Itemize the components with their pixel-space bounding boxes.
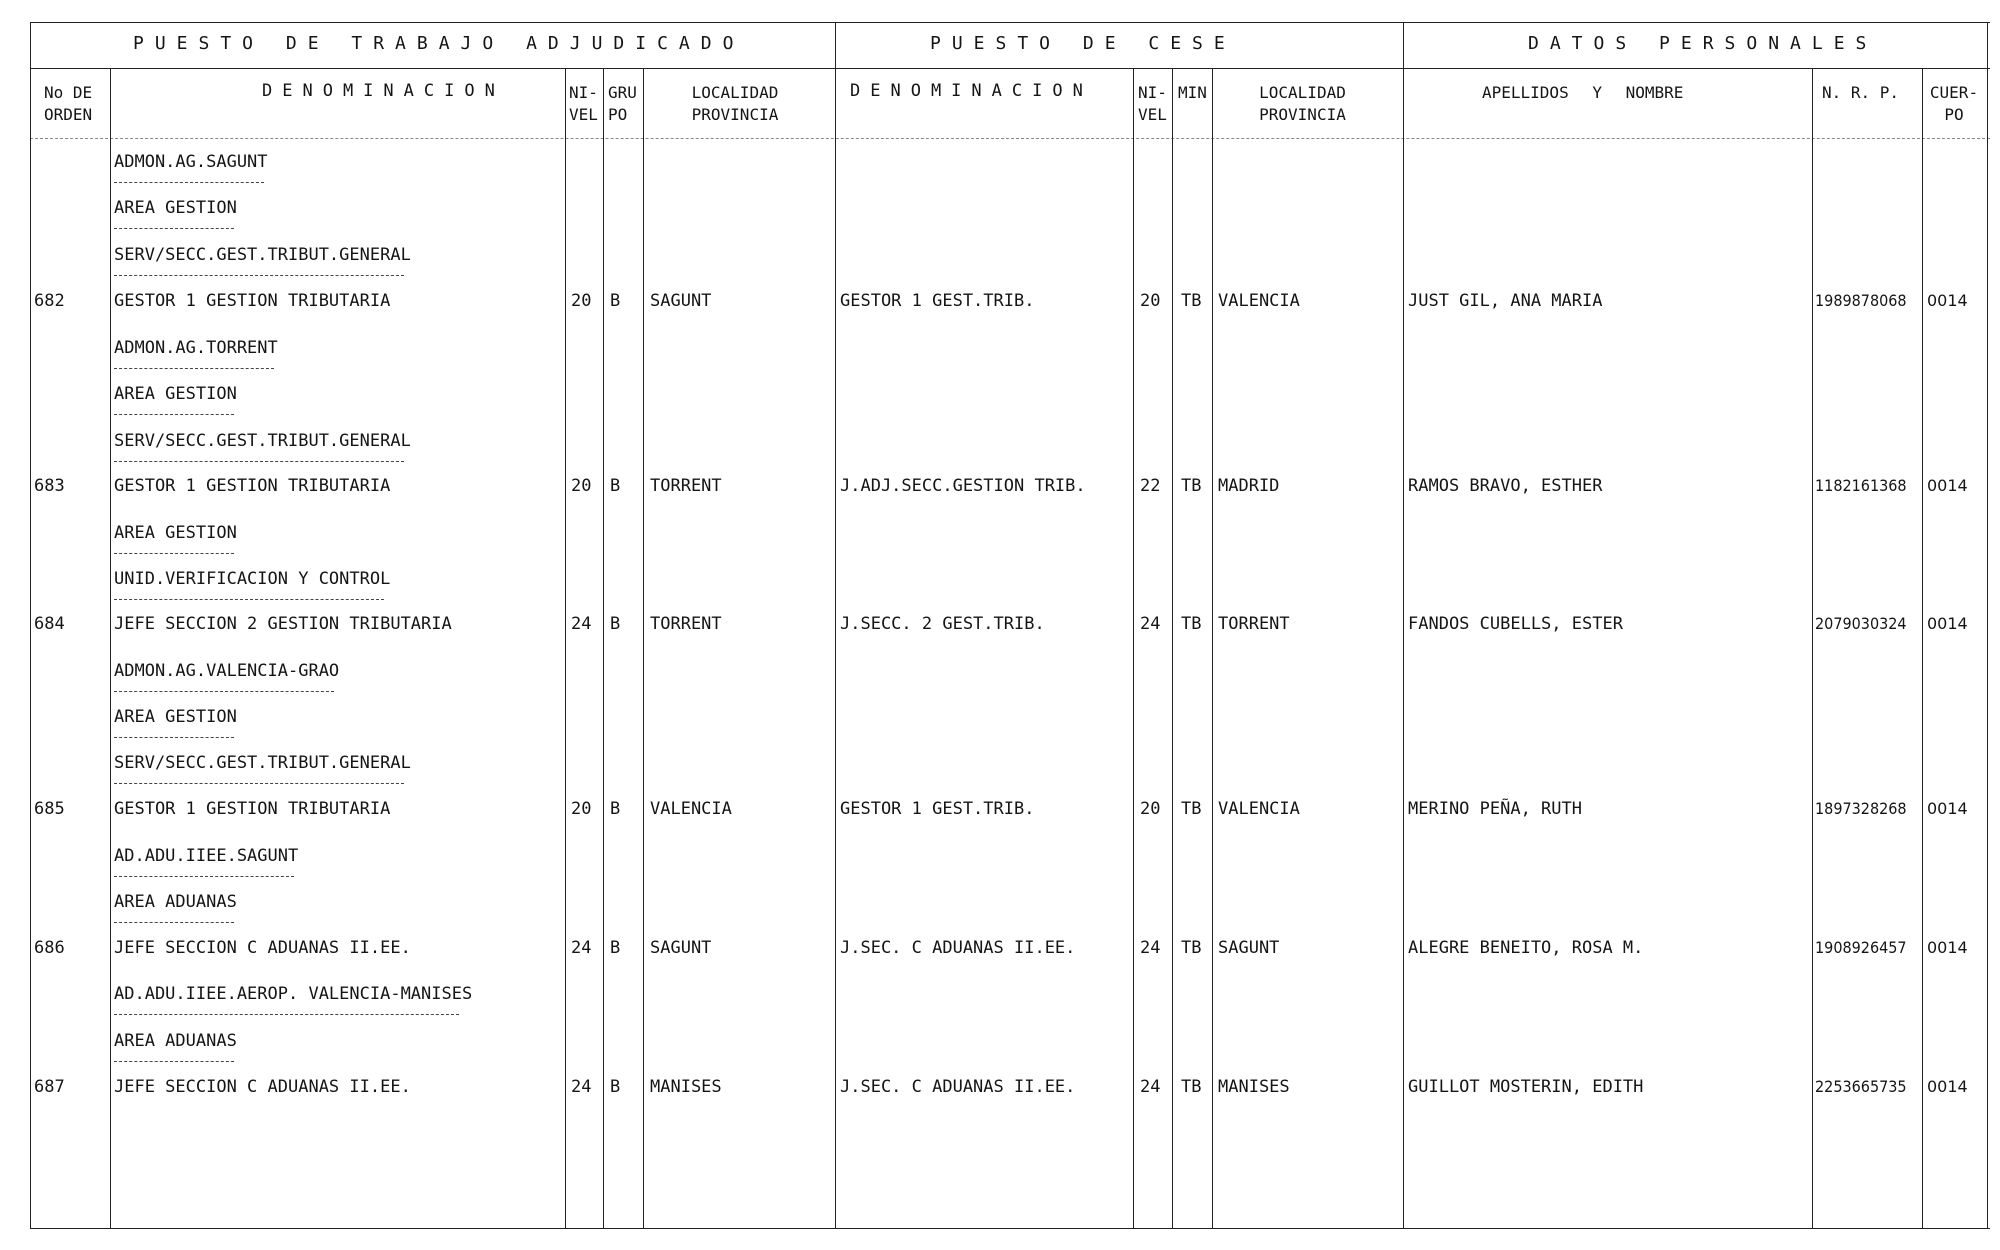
section-title-personales: DATOS PERSONALES bbox=[1528, 33, 1878, 54]
cell-nivel: 20 bbox=[571, 799, 592, 819]
cell-nivel: 24 bbox=[571, 1077, 592, 1097]
table-row bbox=[0, 291, 2000, 311]
cell-cese-localidad: VALENCIA bbox=[1218, 799, 1300, 819]
cell-min: TB bbox=[1181, 938, 1202, 958]
header-nombre: APELLIDOS Y NOMBRE bbox=[1482, 83, 1684, 102]
cell-min: TB bbox=[1181, 476, 1202, 496]
cell-puesto: GESTOR 1 GESTION TRIBUTARIA bbox=[114, 291, 391, 311]
cell-nombre: MERINO PEÑA, RUTH bbox=[1408, 799, 1582, 819]
table-row bbox=[0, 614, 2000, 634]
cell-puesto: GESTOR 1 GESTION TRIBUTARIA bbox=[114, 799, 391, 819]
unit-underline bbox=[114, 461, 404, 462]
header-nivel-line2: VEL bbox=[569, 105, 598, 124]
unit-label: AREA GESTION bbox=[114, 523, 237, 543]
cell-localidad: VALENCIA bbox=[650, 799, 732, 819]
col-border-denom bbox=[565, 68, 566, 1228]
cell-nivel: 20 bbox=[571, 476, 592, 496]
cell-nrp: 2079030324 bbox=[1815, 614, 1907, 633]
header-bottom-border bbox=[30, 138, 1990, 139]
col-border-nombre bbox=[1812, 68, 1813, 1228]
cell-orden: 687 bbox=[34, 1077, 65, 1097]
header-localidad-cese-line2: PROVINCIA bbox=[1259, 105, 1346, 124]
unit-underline bbox=[114, 922, 234, 923]
cell-nrp: 1989878068 bbox=[1815, 291, 1907, 310]
col-border-cese-denom bbox=[1133, 68, 1134, 1228]
cell-grupo: B bbox=[610, 938, 621, 958]
unit-label: AREA GESTION bbox=[114, 384, 237, 404]
col-border-cese-nivel bbox=[1172, 68, 1173, 1228]
cell-min: TB bbox=[1181, 291, 1202, 311]
header-orden-line2: ORDEN bbox=[44, 105, 93, 124]
unit-underline bbox=[114, 275, 404, 276]
header-denominacion-adj: DENOMINACION bbox=[262, 81, 505, 101]
cell-nrp: 2253665735 bbox=[1815, 1077, 1907, 1096]
table-top-border bbox=[30, 22, 1990, 23]
cell-cese-puesto: GESTOR 1 GEST.TRIB. bbox=[840, 291, 1035, 311]
col-border-grupo bbox=[643, 68, 644, 1228]
unit-label: AREA ADUANAS bbox=[114, 892, 237, 912]
cell-nombre: FANDOS CUBELLS, ESTER bbox=[1408, 614, 1623, 634]
cell-nombre: GUILLOT MOSTERIN, EDITH bbox=[1408, 1077, 1644, 1097]
cell-grupo: B bbox=[610, 614, 621, 634]
cell-puesto: GESTOR 1 GESTION TRIBUTARIA bbox=[114, 476, 391, 496]
cell-cese-localidad: MADRID bbox=[1218, 476, 1280, 496]
cell-cese-localidad: SAGUNT bbox=[1218, 938, 1280, 958]
unit-underline bbox=[114, 783, 404, 784]
header-localidad-line2: PROVINCIA bbox=[691, 105, 779, 124]
cell-min: TB bbox=[1181, 1077, 1202, 1097]
unit-underline bbox=[114, 228, 234, 229]
cell-nivel: 20 bbox=[571, 291, 592, 311]
cell-grupo: B bbox=[610, 291, 621, 311]
header-localidad-cese bbox=[1215, 82, 1390, 126]
cell-puesto: JEFE SECCION C ADUANAS II.EE. bbox=[114, 1077, 411, 1097]
table-row bbox=[0, 938, 2000, 958]
cell-orden: 684 bbox=[34, 614, 65, 634]
unit-label: SERV/SECC.GEST.TRIBUT.GENERAL bbox=[114, 431, 411, 451]
col-border-min bbox=[1212, 68, 1213, 1228]
header-nivel bbox=[569, 82, 598, 126]
unit-underline bbox=[114, 599, 384, 600]
cell-nrp: 1182161368 bbox=[1815, 476, 1907, 495]
cell-cese-nivel: 24 bbox=[1140, 1077, 1161, 1097]
header-nivel-cese bbox=[1138, 82, 1167, 126]
header-localidad bbox=[650, 82, 820, 126]
cell-cese-puesto: J.SEC. C ADUANAS II.EE. bbox=[840, 1077, 1076, 1097]
cell-cuerpo: 0014 bbox=[1927, 614, 1968, 633]
section-title-cese: PUESTO DE CESE bbox=[930, 33, 1236, 54]
unit-underline bbox=[114, 691, 334, 692]
cell-nombre: ALEGRE BENEITO, ROSA M. bbox=[1408, 938, 1644, 958]
cell-cese-puesto: J.ADJ.SECC.GESTION TRIB. bbox=[840, 476, 1086, 496]
header-divider bbox=[30, 68, 1990, 69]
table-bottom-border bbox=[30, 1228, 1990, 1229]
cell-orden: 683 bbox=[34, 476, 65, 496]
header-nivel-line1: NI- bbox=[569, 83, 598, 102]
cell-grupo: B bbox=[610, 476, 621, 496]
cell-cese-nivel: 24 bbox=[1140, 938, 1161, 958]
unit-underline bbox=[114, 553, 234, 554]
cell-cuerpo: 0014 bbox=[1927, 476, 1968, 495]
unit-underline bbox=[114, 876, 294, 877]
cell-grupo: B bbox=[610, 1077, 621, 1097]
header-cuerpo bbox=[1924, 82, 1984, 126]
header-cuerpo-line2: PO bbox=[1944, 105, 1964, 124]
cell-cese-nivel: 22 bbox=[1140, 476, 1161, 496]
cell-orden: 686 bbox=[34, 938, 65, 958]
cell-cuerpo: 0014 bbox=[1927, 291, 1968, 310]
cell-min: TB bbox=[1181, 799, 1202, 819]
unit-label: SERV/SECC.GEST.TRIBUT.GENERAL bbox=[114, 245, 411, 265]
unit-underline bbox=[114, 182, 264, 183]
cell-nombre: RAMOS BRAVO, ESTHER bbox=[1408, 476, 1603, 496]
cell-cese-localidad: MANISES bbox=[1218, 1077, 1290, 1097]
header-grupo-line1: GRU bbox=[608, 83, 637, 102]
cell-orden: 682 bbox=[34, 291, 65, 311]
col-border-nrp bbox=[1922, 68, 1923, 1228]
cell-min: TB bbox=[1181, 614, 1202, 634]
cell-puesto: JEFE SECCION 2 GESTION TRIBUTARIA bbox=[114, 614, 452, 634]
unit-label: AREA GESTION bbox=[114, 198, 237, 218]
header-denominacion-cese: DENOMINACION bbox=[850, 81, 1093, 101]
cell-cese-nivel: 20 bbox=[1140, 291, 1161, 311]
cell-cese-localidad: TORRENT bbox=[1218, 614, 1290, 634]
header-orden bbox=[44, 82, 92, 126]
col-border-orden bbox=[110, 68, 111, 1228]
header-nrp: N. R. P. bbox=[1822, 83, 1900, 102]
table-row bbox=[0, 476, 2000, 496]
header-grupo-line2: PO bbox=[608, 105, 628, 124]
cell-localidad: TORRENT bbox=[650, 476, 722, 496]
header-localidad-line1: LOCALIDAD bbox=[691, 83, 779, 102]
cell-nivel: 24 bbox=[571, 614, 592, 634]
cell-localidad: SAGUNT bbox=[650, 938, 712, 958]
cell-localidad: SAGUNT bbox=[650, 291, 712, 311]
cell-nrp: 1897328268 bbox=[1815, 799, 1907, 818]
cell-cuerpo: 0014 bbox=[1927, 938, 1968, 957]
unit-label: AD.ADU.IIEE.AEROP. VALENCIA-MANISES bbox=[114, 984, 473, 1004]
unit-label: AD.ADU.IIEE.SAGUNT bbox=[114, 846, 299, 866]
header-localidad-cese-line1: LOCALIDAD bbox=[1259, 83, 1346, 102]
header-min: MIN bbox=[1178, 83, 1207, 102]
cell-localidad: TORRENT bbox=[650, 614, 722, 634]
unit-underline bbox=[114, 414, 234, 415]
unit-label: ADMON.AG.VALENCIA-GRAO bbox=[114, 661, 340, 681]
cell-cese-puesto: J.SEC. C ADUANAS II.EE. bbox=[840, 938, 1076, 958]
cell-cese-localidad: VALENCIA bbox=[1218, 291, 1300, 311]
cell-puesto: JEFE SECCION C ADUANAS II.EE. bbox=[114, 938, 411, 958]
unit-label: ADMON.AG.TORRENT bbox=[114, 338, 278, 358]
cell-cuerpo: 0014 bbox=[1927, 1077, 1968, 1096]
cell-orden: 685 bbox=[34, 799, 65, 819]
header-grupo bbox=[608, 82, 637, 126]
cell-cese-nivel: 24 bbox=[1140, 614, 1161, 634]
cell-cese-puesto: GESTOR 1 GEST.TRIB. bbox=[840, 799, 1035, 819]
table-row bbox=[0, 799, 2000, 819]
unit-label: ADMON.AG.SAGUNT bbox=[114, 152, 268, 172]
unit-label: UNID.VERIFICACION Y CONTROL bbox=[114, 569, 391, 589]
header-orden-line1: No DE bbox=[44, 83, 93, 102]
header-cuerpo-line1: CUER- bbox=[1929, 83, 1979, 102]
cell-nrp: 1908926457 bbox=[1815, 938, 1907, 957]
table-row bbox=[0, 1077, 2000, 1097]
unit-label: AREA ADUANAS bbox=[114, 1031, 237, 1051]
cell-grupo: B bbox=[610, 799, 621, 819]
unit-underline bbox=[114, 737, 234, 738]
header-nivel-cese-line1: NI- bbox=[1138, 83, 1167, 102]
cell-nombre: JUST GIL, ANA MARIA bbox=[1408, 291, 1603, 311]
col-border-nivel bbox=[603, 68, 604, 1228]
unit-underline bbox=[114, 1061, 234, 1062]
unit-underline bbox=[114, 1014, 459, 1015]
unit-label: AREA GESTION bbox=[114, 707, 237, 727]
unit-label: SERV/SECC.GEST.TRIBUT.GENERAL bbox=[114, 753, 411, 773]
cell-localidad: MANISES bbox=[650, 1077, 722, 1097]
section-title-adjudicado: PUESTO DE TRABAJO ADJUDICADO bbox=[133, 33, 745, 54]
cell-nivel: 24 bbox=[571, 938, 592, 958]
unit-underline bbox=[114, 368, 274, 369]
cell-cuerpo: 0014 bbox=[1927, 799, 1968, 818]
cell-cese-puesto: J.SECC. 2 GEST.TRIB. bbox=[840, 614, 1045, 634]
header-nivel-cese-line2: VEL bbox=[1138, 105, 1167, 124]
cell-cese-nivel: 20 bbox=[1140, 799, 1161, 819]
